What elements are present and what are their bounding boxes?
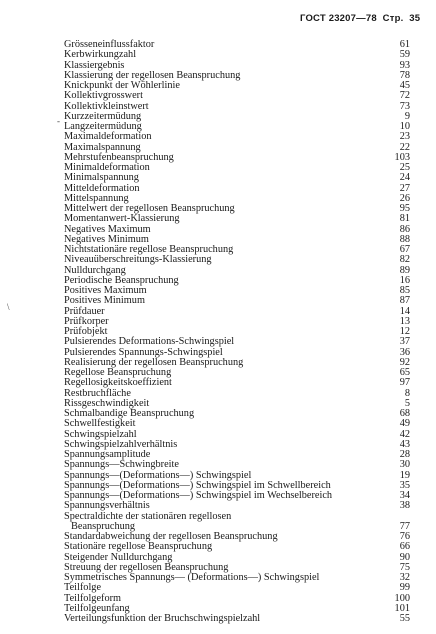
entry-term: Nulldurchgang (64, 264, 126, 276)
entry-page-number: 5 (404, 397, 410, 409)
entry-page-number: 66 (399, 541, 410, 553)
index-entry (0, 542, 436, 552)
entry-term: Verteilungsfunktion der Bruchschwingspielzahl (64, 613, 261, 624)
entry-term: Prüfkorper (64, 315, 109, 327)
index-entry (0, 307, 436, 317)
entry-page-number: 25 (399, 162, 410, 173)
entry-term: Niveauüberschreitungs-Klassierung (64, 254, 212, 266)
entry-term: Kerbwirkungzahl (64, 49, 137, 61)
index-entry (0, 348, 436, 358)
entry-page-number: 100 (394, 592, 410, 604)
index-entry (0, 337, 436, 347)
margin-mark: - (57, 116, 60, 126)
entry-page-number: 43 (399, 438, 410, 450)
entry-page-number: 24 (399, 172, 410, 184)
index-entry (0, 91, 436, 101)
entry-term: Mittelspannung (64, 192, 129, 204)
entry-page-number: 78 (399, 69, 410, 81)
entry-term: Steigender Nulldurchgang (64, 551, 173, 563)
index-entry (0, 255, 436, 265)
entry-page-number: 30 (399, 459, 410, 471)
entry-term: Streuung der regellosen Beanspruchung (64, 561, 229, 573)
entry-term: Schmalbandige Beanspruchung (64, 408, 195, 419)
entry-term: Nichtstationäre regellose Beanspruchung (64, 244, 234, 255)
index-entry (0, 583, 436, 593)
entry-term: Standardabweichung der regellosen Beanspruchung (64, 531, 278, 542)
entry-term: Regellosigkeitskoeffizient (64, 377, 172, 389)
entry-page-number: 19 (399, 469, 410, 481)
index-entry (0, 266, 436, 276)
page-number: 35 (409, 13, 421, 24)
entry-term: Teilfolgeunfang (64, 602, 130, 614)
entry-term: Rissgeschwindigkeit (64, 397, 150, 409)
entry-page-number: 13 (399, 315, 410, 327)
index-entry (0, 132, 436, 142)
entry-term: Schwellfestigkeit (64, 418, 136, 430)
entry-page-number: 87 (399, 295, 410, 307)
entry-page-number: 90 (399, 551, 410, 563)
index-entry (0, 614, 436, 624)
index-entry (0, 471, 436, 481)
entry-page-number: 22 (399, 141, 410, 153)
entry-page-number: 27 (399, 182, 410, 194)
entry-page-number: 14 (399, 305, 410, 317)
entry-term: Teilfolgeform (64, 592, 122, 604)
entry-term: Positives Maximum (64, 285, 147, 296)
entry-term: Spannungs—Schwingbreite (64, 459, 179, 471)
entry-term: Schwingspielzahl (64, 428, 137, 440)
entry-page-number: 99 (399, 582, 410, 594)
entry-term: Restbruchfläche (64, 387, 131, 399)
entry-term: Mitteldeformation (64, 182, 140, 194)
entry-term: Spannungs—(Deformations—) Schwingspiel im Schwellbereich (64, 479, 331, 491)
entry-page-number: 67 (399, 244, 410, 255)
entry-page-number: 55 (399, 613, 410, 624)
entry-page-number: 76 (399, 531, 410, 542)
entry-page-number: 35 (399, 479, 410, 491)
entry-term: Negatives Minimum (64, 233, 149, 245)
entry-page-number: 65 (399, 367, 410, 378)
entry-page-number: 10 (399, 121, 410, 132)
entry-term: Pulsierendes Deformations-Schwingspiel (64, 336, 235, 348)
entry-term: Spannungsamplitude (64, 449, 151, 460)
entry-page-number: 82 (399, 254, 410, 266)
page-label: Стр. (382, 13, 404, 24)
entry-page-number: 16 (399, 274, 410, 286)
entry-page-number: 12 (399, 326, 410, 337)
entry-term: Prüfdauer (64, 305, 105, 317)
entry-term: Schwingspielzahlverhältnis (64, 438, 178, 450)
entry-page-number: 49 (399, 418, 410, 430)
index-entry (0, 594, 436, 604)
index-entry (0, 173, 436, 183)
index-entry (0, 184, 436, 194)
index-entry (0, 553, 436, 563)
index-entry (0, 501, 436, 511)
entry-term: Momentanwert-Klassierung (64, 213, 180, 225)
entry-term: Kollektivkleinstwert (64, 100, 149, 112)
entry-term: Periodische Beanspruchung (64, 274, 179, 286)
index-entry (0, 225, 436, 235)
entry-term: Realisierung der regellosen Beanspruchung (64, 356, 244, 368)
entry-term: Pulsierendes Spannungs-Schwingspiel (64, 346, 223, 358)
entry-page-number: 42 (399, 428, 410, 440)
entry-page-number: 97 (399, 377, 410, 389)
entry-term: Kollektivgrosswert (64, 90, 143, 102)
entry-term: Klassiergebnis (64, 59, 125, 71)
entry-page-number: 73 (399, 100, 410, 112)
entry-page-number: 37 (399, 336, 410, 348)
entry-page-number: 34 (399, 490, 410, 501)
entry-page-number: 77 (399, 520, 410, 532)
entry-page-number: 103 (394, 151, 410, 163)
entry-page-number: 72 (399, 90, 410, 102)
entry-term: Teilfolge (64, 582, 102, 594)
entry-page-number: 92 (399, 356, 410, 368)
entry-term: Spannungsverhältnis (64, 500, 150, 512)
entry-page-number: 88 (399, 233, 410, 245)
index-entry (0, 512, 436, 522)
entry-page-number: 101 (394, 602, 410, 614)
entry-term: Klassierung der regellosen Beanspruchung (64, 69, 241, 81)
entry-term: Maximaldeformation (64, 131, 152, 143)
entry-page-number: 85 (399, 285, 410, 296)
entry-term: Mehrstufenbeanspruchung (64, 151, 174, 163)
entry-term: Kurzzeitermüdung (64, 110, 142, 122)
entry-page-number: 59 (399, 49, 410, 61)
entry-page-number: 8 (404, 387, 410, 399)
entry-page-number: 81 (399, 213, 410, 225)
entry-page-number: 32 (399, 572, 410, 583)
entry-page-number: 61 (399, 39, 410, 50)
entry-term: Spannungs—(Deformations—) Schwingspiel (64, 469, 252, 481)
entry-page-number: 26 (399, 192, 410, 204)
entry-term: Stationäre regellose Beanspruchung (64, 541, 213, 553)
entry-term: Regellose Beanspruchung (64, 367, 172, 378)
entry-term: Negatives Maximum (64, 223, 151, 235)
entry-page-number: 86 (399, 223, 410, 235)
entry-term: Spectraldichte der stationären regellosen (64, 510, 232, 522)
index-entry (0, 378, 436, 388)
entry-term: Beanspruchung (71, 520, 136, 532)
index-entry (0, 419, 436, 429)
page-header (300, 13, 423, 24)
entry-page-number: 89 (399, 264, 410, 276)
entry-term: Prüfobjekt (64, 326, 108, 337)
entry-page-number: 68 (399, 408, 410, 419)
index-entry (0, 460, 436, 470)
index-entry (0, 296, 436, 306)
entry-term: Knickpunkt der Wöhlerlinie (64, 80, 180, 91)
standard-number: ГОСТ 23207—78 (300, 13, 377, 24)
entry-page-number: 75 (399, 561, 410, 573)
index-entry (0, 61, 436, 71)
index-entry (0, 143, 436, 153)
entry-term: Symmetrisches Spannungs— (Deformations—) Schwingspiel (64, 572, 320, 583)
index-entry (0, 430, 436, 440)
index-entry (0, 50, 436, 60)
entry-term: Spannungs—(Deformations—) Schwingspiel im Wechselbereich (64, 490, 333, 501)
index-entry (0, 102, 436, 112)
entry-page-number: 95 (399, 203, 410, 214)
entry-term: Grösseneinflussfaktor (64, 39, 155, 50)
entry-page-number: 28 (399, 449, 410, 460)
margin-mark: \ (7, 302, 10, 312)
entry-term: Positives Minimum (64, 295, 145, 307)
entry-term: Minimaldeformation (64, 162, 150, 173)
entry-term: Minimalspannung (64, 172, 139, 184)
entry-term: Mittelwert der regellosen Beanspruchung (64, 203, 235, 214)
entry-page-number: 45 (399, 80, 410, 91)
entry-page-number: 23 (399, 131, 410, 143)
entry-term: Maximalspannung (64, 141, 141, 153)
entry-page-number: 9 (404, 110, 410, 122)
index-entry (0, 214, 436, 224)
entry-page-number: 38 (399, 500, 410, 512)
entry-page-number: 36 (399, 346, 410, 358)
index-entry (0, 389, 436, 399)
entry-term: Langzeitermüdung (64, 121, 142, 132)
entry-page-number: 93 (399, 59, 410, 71)
